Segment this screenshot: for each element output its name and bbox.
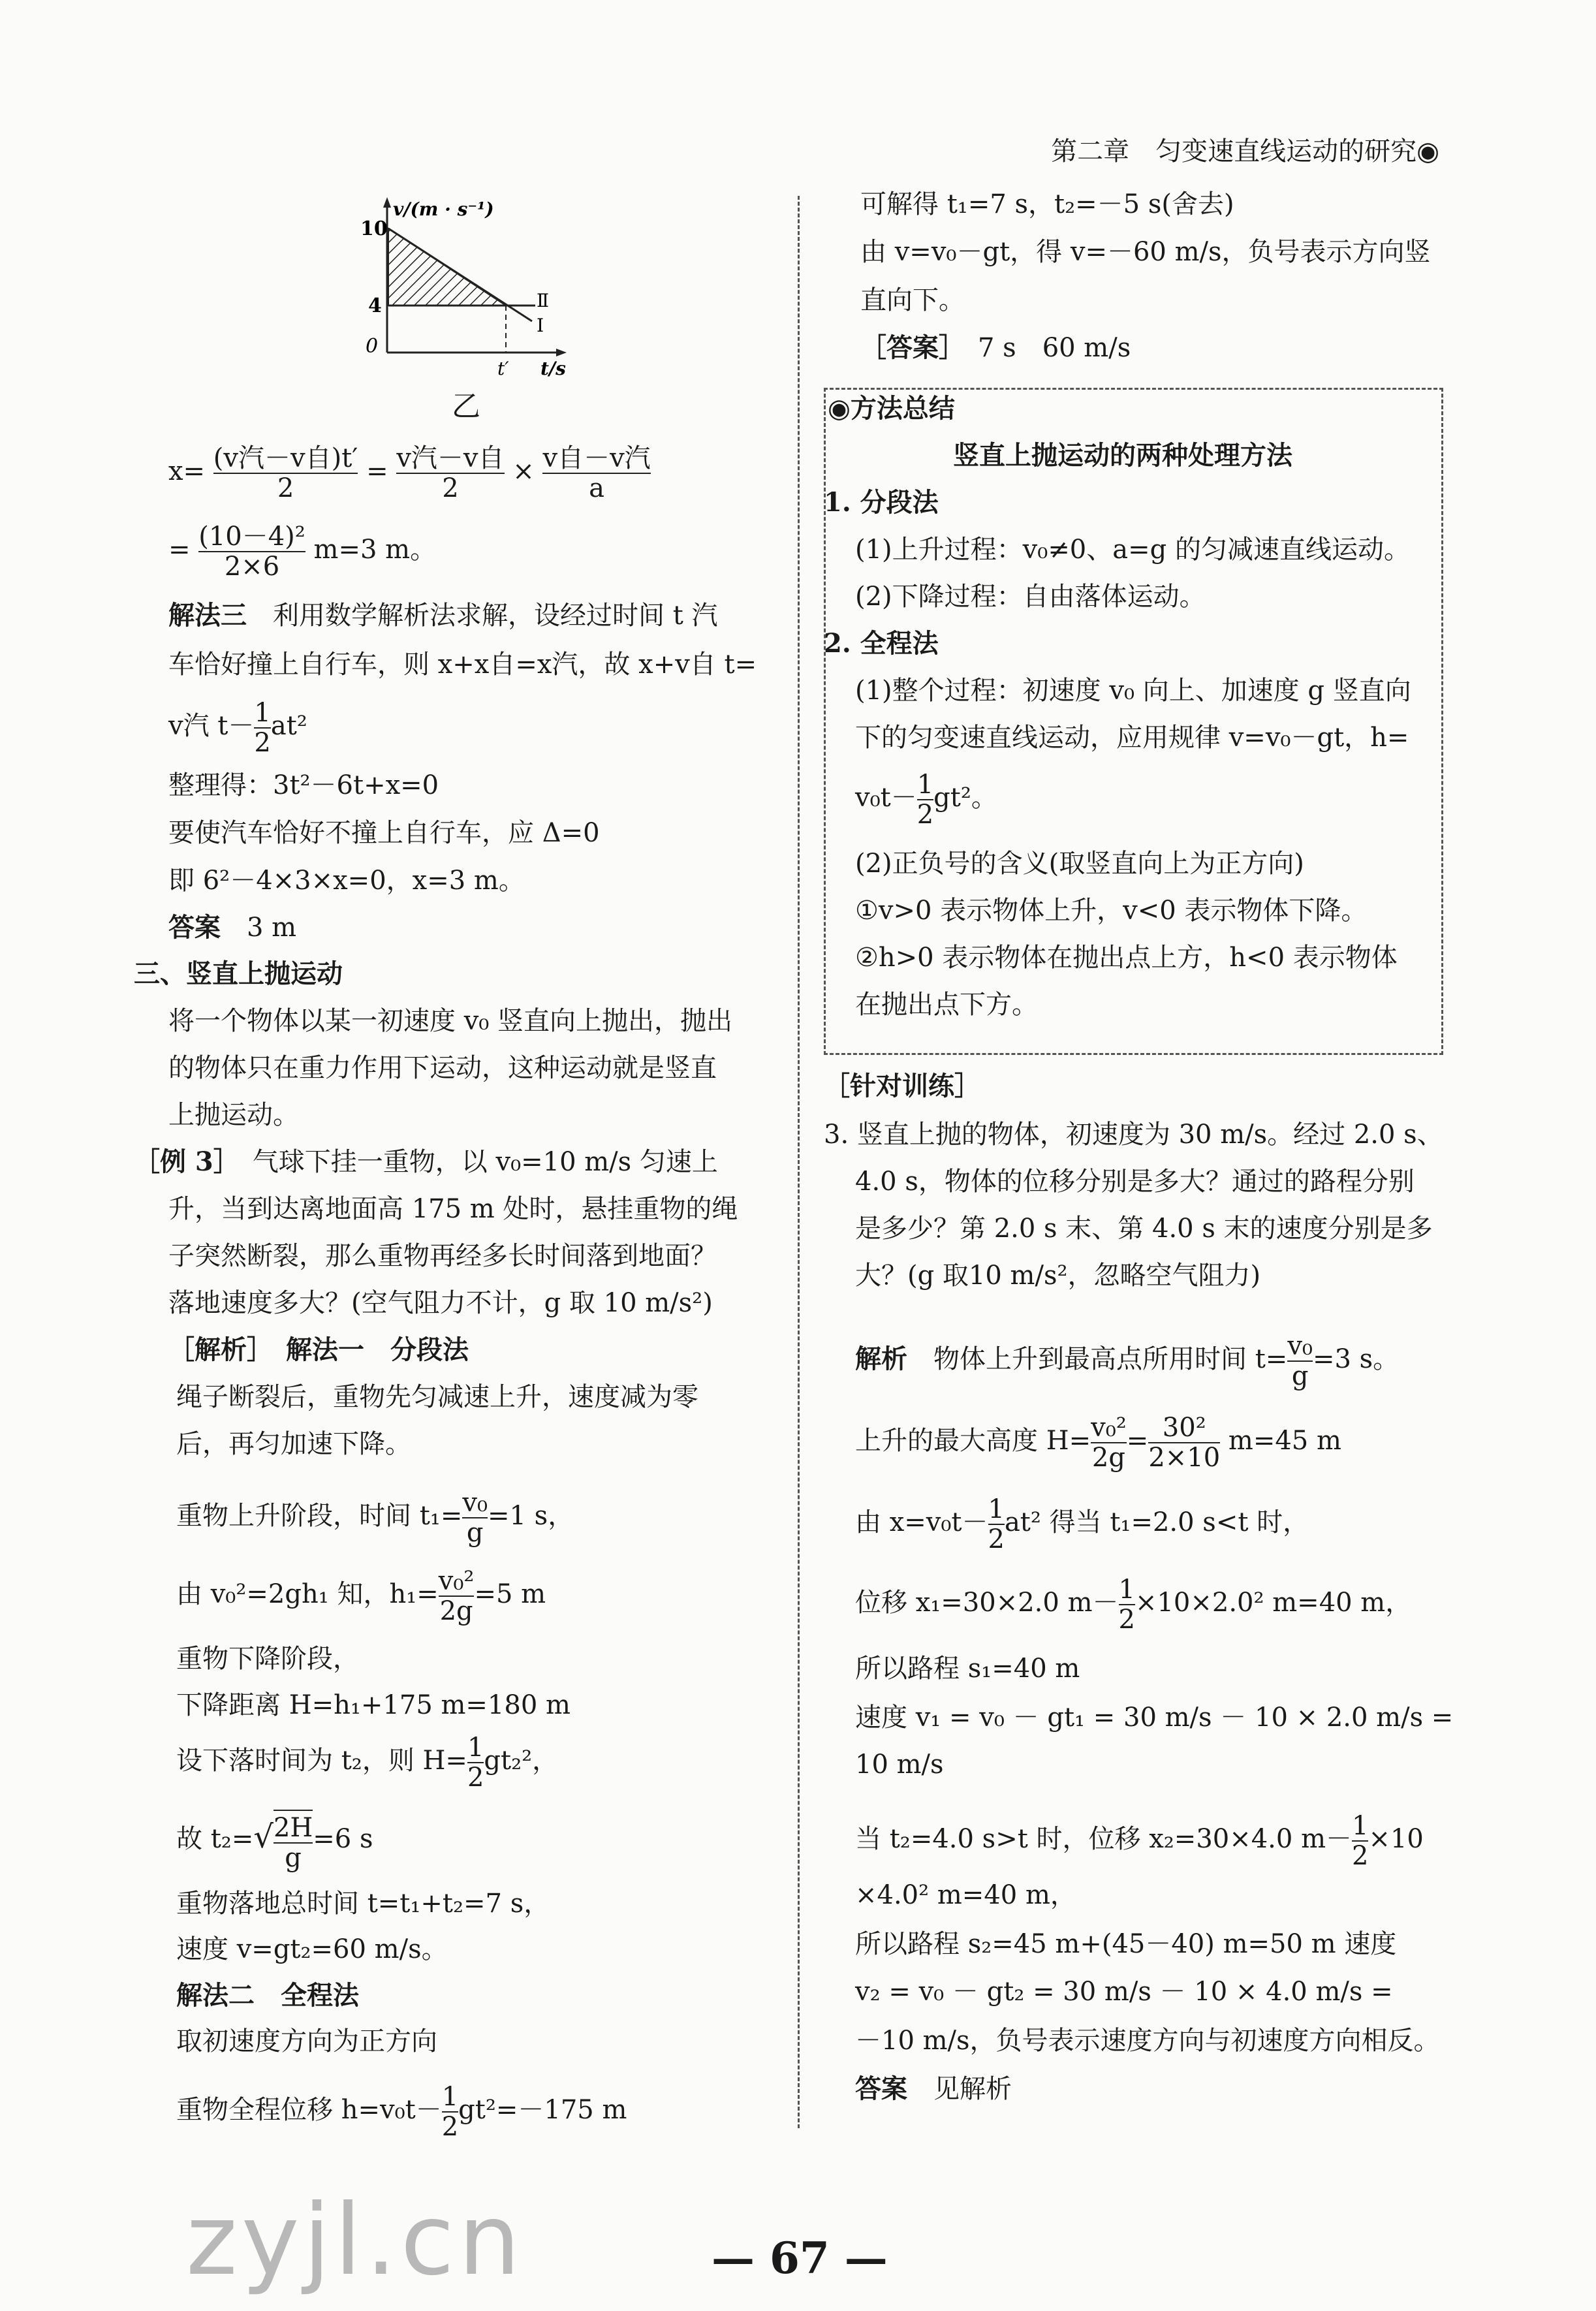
summary-item-2b-3: 在抛出点下方。 [855,990,1038,1020]
question-3-line1: 3. 竖直上抛的物体，初速度为 30 m/s。经过 2.0 s、 [824,1120,1443,1150]
example-3-line3: 子突然断裂，那么重物再经多长时间落到地面？ [168,1241,717,1271]
analysis-line3: 由 x=v₀t－ $\frac{1}{2}$ at² 得当 t₁=2.0 s<t 时， [855,1494,1309,1554]
summary-item-2b: (2)正负号的含义(取竖直向上为正方向) [855,849,1304,879]
column-divider [798,196,800,2128]
summary-item-2a-cont: 下的匀变速直线运动，应用规律 v=v₀－gt，h= [855,723,1409,753]
axis-label-t: t/s [540,358,566,379]
solution-line4: 由 v₀²=2gh₁ 知，h₁= $\frac{\text{v₀²}}{2g}$ =5 m [176,1566,546,1626]
summary-item-1: 1. 分段法 [824,487,939,518]
analysis-line12: －10 m/s，负号表示速度方向与初速度方向相反。 [855,2026,1440,2056]
axis-label-v: v/(m · s⁻¹) [393,198,494,220]
analysis-heading: ［解析］ 解法一 分段法 [168,1334,469,1365]
line-label-1: Ⅰ [537,315,544,336]
tick-4: 4 [368,294,382,317]
method3-line3: v汽 t－ $\frac{1}{2}$ at² [168,698,307,758]
section-3-p3: 上抛运动。 [168,1100,299,1130]
summary-item-2a-eq: v₀t－ $\frac{1}{2}$ gt²。 [855,770,997,830]
answer-1: 答案 3 m [168,912,297,943]
summary-item-1a: (1)上升过程：v₀≠0、a=g 的匀减速直线运动。 [855,535,1410,565]
summary-item-2: 2. 全程法 [824,628,939,659]
figure-caption: 乙 [452,390,480,423]
method3-line1: 解法三 利用数学解析法求解，设经过时间 t 汽 [168,600,718,631]
method3-line2: 车恰好撞上自行车，则 x+x自=x汽，故 x+v自 t= [168,650,757,680]
analysis-line7: 10 m/s [855,1750,944,1780]
method3-line4: 整理得：3t²－6t+x=0 [168,770,439,800]
solution-line11: 取初速度方向为正方向 [176,2026,437,2056]
analysis-line2: 上升的最大高度 H= $\frac{\text{v₀²}}{2g}$ = $\frac{\text{30²}}{2\times 10}$ m=45 m [855,1413,1341,1473]
analysis-line8: 当 t₂=4.0 s>t 时，位移 x₂=30×4.0 m－ $\frac{1}{2}$ ×10 [855,1811,1424,1871]
analysis-line5: 所以路程 s₁=40 m [855,1654,1080,1684]
question-3-line4: 大？(g 取10 m/s²，忽略空气阻力) [855,1261,1261,1291]
summary-tag: ◉方法总结 [828,393,955,424]
right-line2: 由 v=v₀－gt，得 v=－60 m/s，负号表示方向竖 [860,237,1431,267]
solution-line3: 重物上升阶段，时间 t₁= $\frac{\text{v₀}}{g}$ =1 s， [176,1488,574,1548]
example-3-line1: ［例 3］ 气球下挂一重物，以 v₀=10 m/s 匀速上 [134,1146,718,1177]
training-heading: ［针对训练］ [824,1071,980,1101]
section-3-title: 三、竖直上抛运动 [134,958,343,989]
eq-x-derivation: x= $\frac{\text{(v汽－v自)t′}}{2}$ = $\frac{\text{v汽－v自}}{2}$ × $\frac{\text{v自－v汽}}{a}$ [168,443,651,503]
section-3-p1: 将一个物体以某一初速度 v₀ 竖直向上抛出，抛出 [168,1006,733,1036]
solution-line2: 后，再匀加速下降。 [176,1429,411,1459]
example-answer: ［答案］ 7 s 60 m/s [860,332,1131,363]
question-3-line3: 是多少？第 2.0 s 末、第 4.0 s 末的速度分别是多 [855,1214,1433,1244]
eq-x-result: = $\frac{\text{(10－4)²}}{2\times 6}$ m=3 m。 [168,522,437,582]
velocity-time-graph [346,196,620,405]
answer-training: 答案 见解析 [855,2073,1012,2104]
solution-line8: 故 t₂=√ $\frac{2H}{g}$ =6 s [176,1810,373,1872]
method3-line5: 要使汽车恰好不撞上自行车，应 Δ=0 [168,818,600,848]
summary-item-2b-2: ②h>0 表示物体在抛出点上方，h<0 表示物体 [855,943,1398,973]
tick-10: 10 [360,217,388,240]
summary-item-2a: (1)整个过程：初速度 v₀ 向上、加速度 g 竖直向 [855,676,1411,706]
summary-title: 竖直上抛运动的两种处理方法 [953,440,1292,471]
method3-line6: 即 6²－4×3×x=0，x=3 m。 [168,866,525,896]
example-3-line4: 落地速度多大？(空气阻力不计，g 取 10 m/s²) [168,1288,713,1318]
solution-line10: 速度 v=gt₂=60 m/s。 [176,1934,448,1964]
solution-line1: 绳子断裂后，重物先匀减速上升，速度减为零 [176,1382,698,1412]
right-line3: 直向下。 [860,285,965,315]
chapter-header: 第二章 匀变速直线运动的研究◉ [1051,136,1439,166]
question-3-line2: 4.0 s，物体的位移分别是多大？通过的路程分别 [855,1167,1415,1197]
page-number: — 67 — [712,2233,888,2284]
origin-label: 0 [366,335,379,358]
right-line1: 可解得 t₁=7 s，t₂=－5 s(舍去) [860,189,1234,219]
analysis-line4: 位移 x₁=30×2.0 m－ $\frac{1}{2}$ ×10×2.0² m=40 m， [855,1575,1412,1635]
method2-heading: 解法二 全程法 [176,1980,359,2011]
analysis-line1: 解析 物体上升到最高点所用时间 t= $\frac{\text{v₀}}{g}$ =3 s。 [855,1331,1400,1391]
solution-line7: 设下落时间为 t₂，则 H= $\frac{1}{2}$ gt₂²， [176,1733,559,1793]
summary-item-1b: (2)下降过程：自由落体运动。 [855,582,1206,612]
summary-item-2b-1: ①v>0 表示物体上升，v<0 表示物体下降。 [855,896,1368,926]
solution-line6: 下降距离 H=h₁+175 m=180 m [176,1690,571,1720]
solution-line5: 重物下降阶段， [176,1644,359,1674]
analysis-line6: 速度 v₁ = v₀ － gt₁ = 30 m/s － 10 × 2.0 m/s = [855,1703,1454,1733]
solution-line9: 重物落地总时间 t=t₁+t₂=7 s， [176,1889,550,1919]
analysis-line9: ×4.0² m=40 m， [855,1880,1076,1910]
tick-t-prime: t′ [497,358,509,379]
watermark: zyjl.cn [186,2184,525,2297]
line-label-2: Ⅱ [537,290,550,311]
solution-line12: 重物全程位移 h=v₀t－ $\frac{1}{2}$ gt²=－175 m [176,2082,627,2142]
section-3-p2: 的物体只在重力作用下运动，这种运动就是竖直 [168,1053,717,1083]
analysis-line10: 所以路程 s₂=45 m+(45－40) m=50 m 速度 [855,1929,1397,1959]
example-3-line2: 升，当到达离地面高 175 m 处时，悬挂重物的绳 [168,1194,738,1224]
analysis-line11: v₂ = v₀ － gt₂ = 30 m/s － 10 × 4.0 m/s = [855,1977,1393,2007]
